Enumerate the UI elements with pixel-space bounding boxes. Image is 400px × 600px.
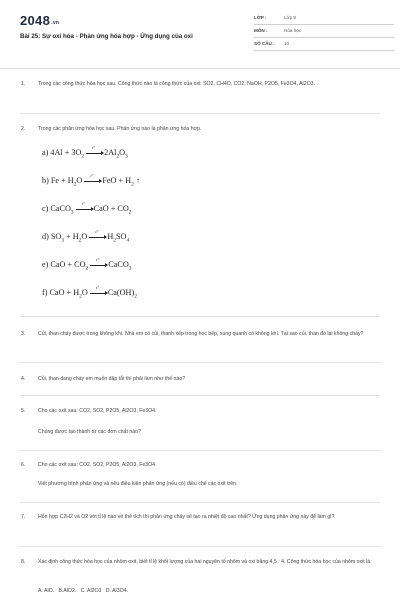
meta-label: SỐ CÂU :	[254, 41, 275, 46]
question-number: 5.	[21, 408, 26, 414]
equation-f: f) CaO + $H_2O$ t° $Ca(OH)_2$	[42, 285, 137, 300]
divider	[20, 395, 380, 396]
meta-label: LỚP :	[254, 15, 267, 20]
divider	[20, 316, 380, 317]
question-note: Chúng được tạo thành từ các đơn chất nào?	[38, 429, 141, 435]
reaction-arrow: t°	[90, 261, 108, 269]
meta-value: Lớp 8	[284, 15, 296, 20]
question-text: Củi, than đang cháy em muốn dập tắt thì phải làm như thế nào?	[38, 376, 186, 382]
page-title: Bài 25: Sự oxi hóa - Phản ứng hóa hợp - Ứng dụng của oxi	[20, 33, 193, 40]
equation-e: e) CaO + $CO_2$ t° CaCO$_3$	[42, 257, 132, 272]
question-text: Xác định công thức hóa học của nhôm oxit, biết tỉ lệ khối lượng của hai nguyên tố nhôm và oxi bằng 4,5 : 4. Công thức hóa học của nhôm oxit là:	[38, 559, 372, 565]
question-text: Trong các phản ứng hóa học sau. Phản ứng nào là phản ứng hóa hợp.	[38, 126, 202, 132]
meta-value: 10	[284, 41, 290, 46]
equation-b: b) $Fe + H_2O$ t° FeO + $H_2$ ↑	[42, 173, 140, 188]
reaction-arrow: t°	[89, 233, 107, 241]
question-number: 8.	[21, 559, 26, 565]
question-number: 1.	[21, 81, 26, 87]
question-text: Cho các oxit sau: CO2, SO2, P2O5, Al2O3, Fe3O4.	[38, 408, 157, 414]
divider	[20, 450, 380, 451]
reaction-arrow: t°	[86, 149, 104, 157]
question-number: 4.	[21, 376, 26, 382]
meta-table	[254, 12, 394, 51]
question-text: Trong các công thức hóa học sau. Công thức nào là công thức của oxi: SO2, CH4O, CO2, NaOH, P2O5, Fe3O4, Al2O3.	[38, 81, 315, 87]
divider	[20, 502, 380, 503]
equation-d: d) $SO_3 + H_2O$ t° $H_2SO_4$	[42, 229, 130, 244]
question-number: 3.	[21, 331, 26, 337]
divider	[20, 113, 380, 114]
question-number: 6.	[21, 462, 26, 468]
reaction-arrow: t°	[76, 205, 94, 213]
meta-row-subject	[254, 25, 394, 38]
meta-label: MÔN :	[254, 28, 268, 33]
question-text: Củi, than cháy được trong không khí. Nhà em có củi, thanh xếp trong học bếp, xung quanh có không khí. Tại sao củi, than đó lại không cháy?	[38, 331, 364, 337]
question-number: 7.	[21, 514, 26, 520]
divider	[20, 546, 380, 547]
worksheet-header	[0, 0, 400, 69]
site-logo[interactable]: 2048.vn	[20, 13, 60, 28]
answer-options: A. AlO. B.AlO2. C. Al2O3 D. Al3O4.	[38, 588, 128, 594]
question-note: Viết phương trình phản ứng và nêu điều kiện phản ứng (nếu có) điều chế các oxit trên.	[38, 481, 238, 487]
divider	[20, 362, 380, 363]
equation-a: a) $4Al + 3O_2$ t° $2Al_2O_3$	[42, 145, 128, 160]
question-text: Cho các oxit sau: CO2, SO2, P2O5, Al2O3, Fe3O4.	[38, 462, 157, 468]
meta-value: Hóa học	[284, 28, 302, 33]
reaction-arrow: t°	[90, 289, 108, 297]
meta-row-count	[254, 38, 394, 51]
reaction-arrow: t°	[84, 177, 102, 185]
equation-c: c) CaCO$_3$ t° CaO + $CO_2$	[42, 201, 132, 216]
meta-row-class	[254, 12, 394, 25]
question-number: 2.	[21, 126, 26, 132]
question-text: Hỗn hợp C2H2 và O2 với tỉ lệ nào về thể tích thì phản ứng cháy sẽ tạo ra nhiệt độ cao nhất? Ứng dụng phản ứng này để làm gì?	[38, 514, 335, 520]
